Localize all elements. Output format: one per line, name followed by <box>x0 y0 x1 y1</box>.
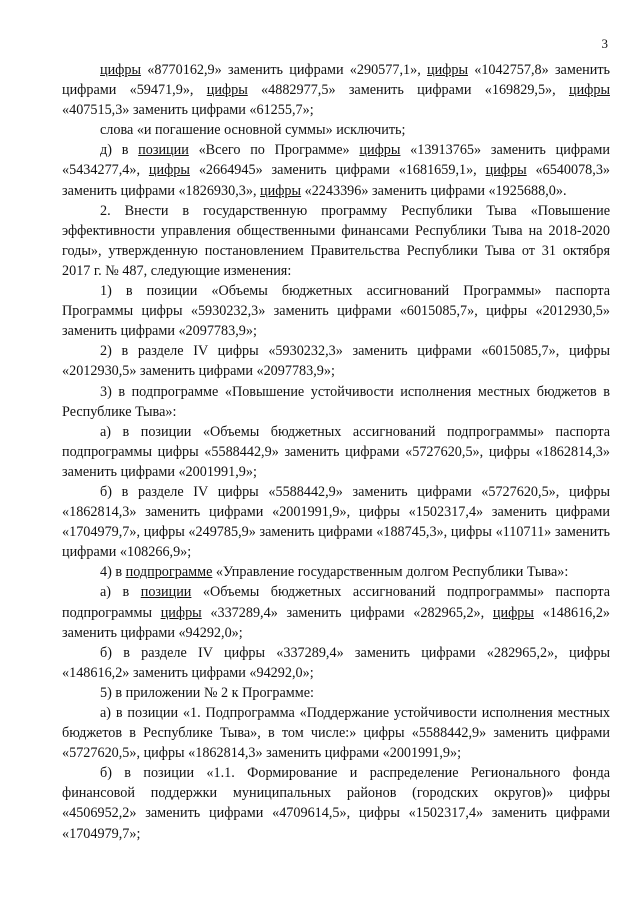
paragraph <box>62 422 610 482</box>
paragraph <box>62 482 610 562</box>
underlined-text: цифры <box>359 142 401 159</box>
underlined-text: цифры <box>160 604 202 621</box>
underlined-text: цифры <box>426 62 468 78</box>
text-segment: 4) в <box>100 564 126 581</box>
text-segment: б) в разделе IV цифры «337289,4» заменить цифрами «282965,2», цифры «148616,2» заменить цифрами «94292,0»; <box>62 644 610 681</box>
text-segment: «1042757,8» заменить цифрами «59471,9», <box>62 62 610 99</box>
paragraph <box>62 60 610 120</box>
text-segment: а) в позиции «Объемы бюджетных ассигнований подпрограммы» паспорта подпрограммы цифры «5588442,9» заменить цифрами «5727620,5», цифры «1862814,3» заменить цифрами «2001991,9»; <box>62 423 610 480</box>
underlined-text: цифры <box>148 162 190 179</box>
paragraph <box>62 140 610 200</box>
text-segment: а) в <box>100 584 141 601</box>
underlined-text: подпрограмме <box>125 564 213 581</box>
paragraph <box>62 562 610 582</box>
paragraph <box>62 201 610 281</box>
underlined-text: цифры <box>260 182 302 199</box>
document-body <box>62 60 610 844</box>
text-segment: 2) в разделе IV цифры «5930232,3» заменить цифрами «6015085,7», цифры «2012930,5» заменить цифрами «2097783,9»; <box>62 343 610 380</box>
text-segment: «337289,4» заменить цифрами «282965,2», <box>201 604 493 621</box>
paragraph <box>62 703 610 763</box>
paragraph <box>62 341 610 381</box>
paragraph <box>62 763 610 843</box>
text-segment: «407515,3» заменить цифрами «61255,7»; <box>62 102 314 119</box>
text-segment: «2664945» заменить цифрами «1681659,1», <box>189 162 486 179</box>
text-segment: «6540078,3» заменить цифрами «1826930,3», <box>62 162 611 199</box>
paragraph <box>62 281 610 341</box>
text-segment: «Управление государственным долгом Республики Тыва»: <box>212 564 569 581</box>
underlined-text: позиции <box>138 142 189 159</box>
text-segment: а) в позиции «1. Подпрограмма «Поддержание устойчивости исполнения местных бюджетов в Республике Тыва», в том числе:» цифры «5588442,9» заменить цифрами «5727620,5», цифры «1862814,3» заменить цифрами «2001991,9»; <box>62 705 610 762</box>
text-segment: «13913765» заменить цифрами «5434277,4», <box>62 142 610 179</box>
underlined-text: цифры <box>206 82 248 99</box>
text-segment: «4882977,5» заменить цифрами «169829,5», <box>247 82 569 99</box>
paragraph <box>62 643 610 683</box>
underlined-text: цифры <box>568 82 610 99</box>
text-segment: «148616,2» заменить цифрами «94292,0»; <box>62 604 611 641</box>
text-segment: б) в позиции «1.1. Формирование и распределение Регионального фонда финансовой поддержки муниципальных районов (городских округов)» цифры «4506952,2» заменить цифрами «4709614,5», цифры «1502317,4» заменить цифрами «1704979,7»; <box>62 765 610 842</box>
underlined-text: позиции <box>140 584 192 601</box>
underlined-text: цифры <box>492 604 534 621</box>
underlined-text: цифры <box>100 62 142 78</box>
paragraph <box>62 683 610 703</box>
text-segment: 3) в подпрограмме «Повышение устойчивости исполнения местных бюджетов в Республике Тыва»: <box>62 383 610 420</box>
text-segment: д) в <box>100 142 139 159</box>
text-segment: слова «и погашение основной суммы» исключить; <box>100 122 406 139</box>
paragraph <box>62 582 610 642</box>
underlined-text: цифры <box>485 162 527 179</box>
text-segment: «Всего по Программе» <box>188 142 360 159</box>
text-segment: «2243396» заменить цифрами «1925688,0». <box>301 182 567 199</box>
paragraph <box>62 120 610 140</box>
paragraph <box>62 382 610 422</box>
text-segment: 1) в позиции «Объемы бюджетных ассигнований Программы» паспорта Программы цифры «5930232,3» заменить цифрами «6015085,7», цифры «2012930,5» заменить цифрами «2097783,9»; <box>62 283 610 340</box>
text-segment: б) в разделе IV цифры «5588442,9» заменить цифрами «5727620,5», цифры «1862814,3» заменить цифрами «2001991,9», цифры «1502317,4» заменить цифрами «1704979,7», цифры «249785,9» заменить цифрами «188745,3», цифры «110711» заменить цифрами «108266,9»; <box>62 483 610 561</box>
text-segment: «8770162,9» заменить цифрами «290577,1», <box>141 62 427 78</box>
text-segment: 2. Внести в государственную программу Республики Тыва «Повышение эффективности управления общественными финансами Республики Тыва на 2018-2020 годы», утвержденную постановлением Правительства Республики Тыва от 31 октября 2017 г. № 487, следующие изменения: <box>62 202 610 279</box>
text-segment: «Объемы бюджетных ассигнований подпрограммы» паспорта подпрограммы <box>62 584 610 621</box>
page-number: 3 <box>601 36 608 51</box>
text-segment: 5) в приложении № 2 к Программе: <box>100 684 314 701</box>
